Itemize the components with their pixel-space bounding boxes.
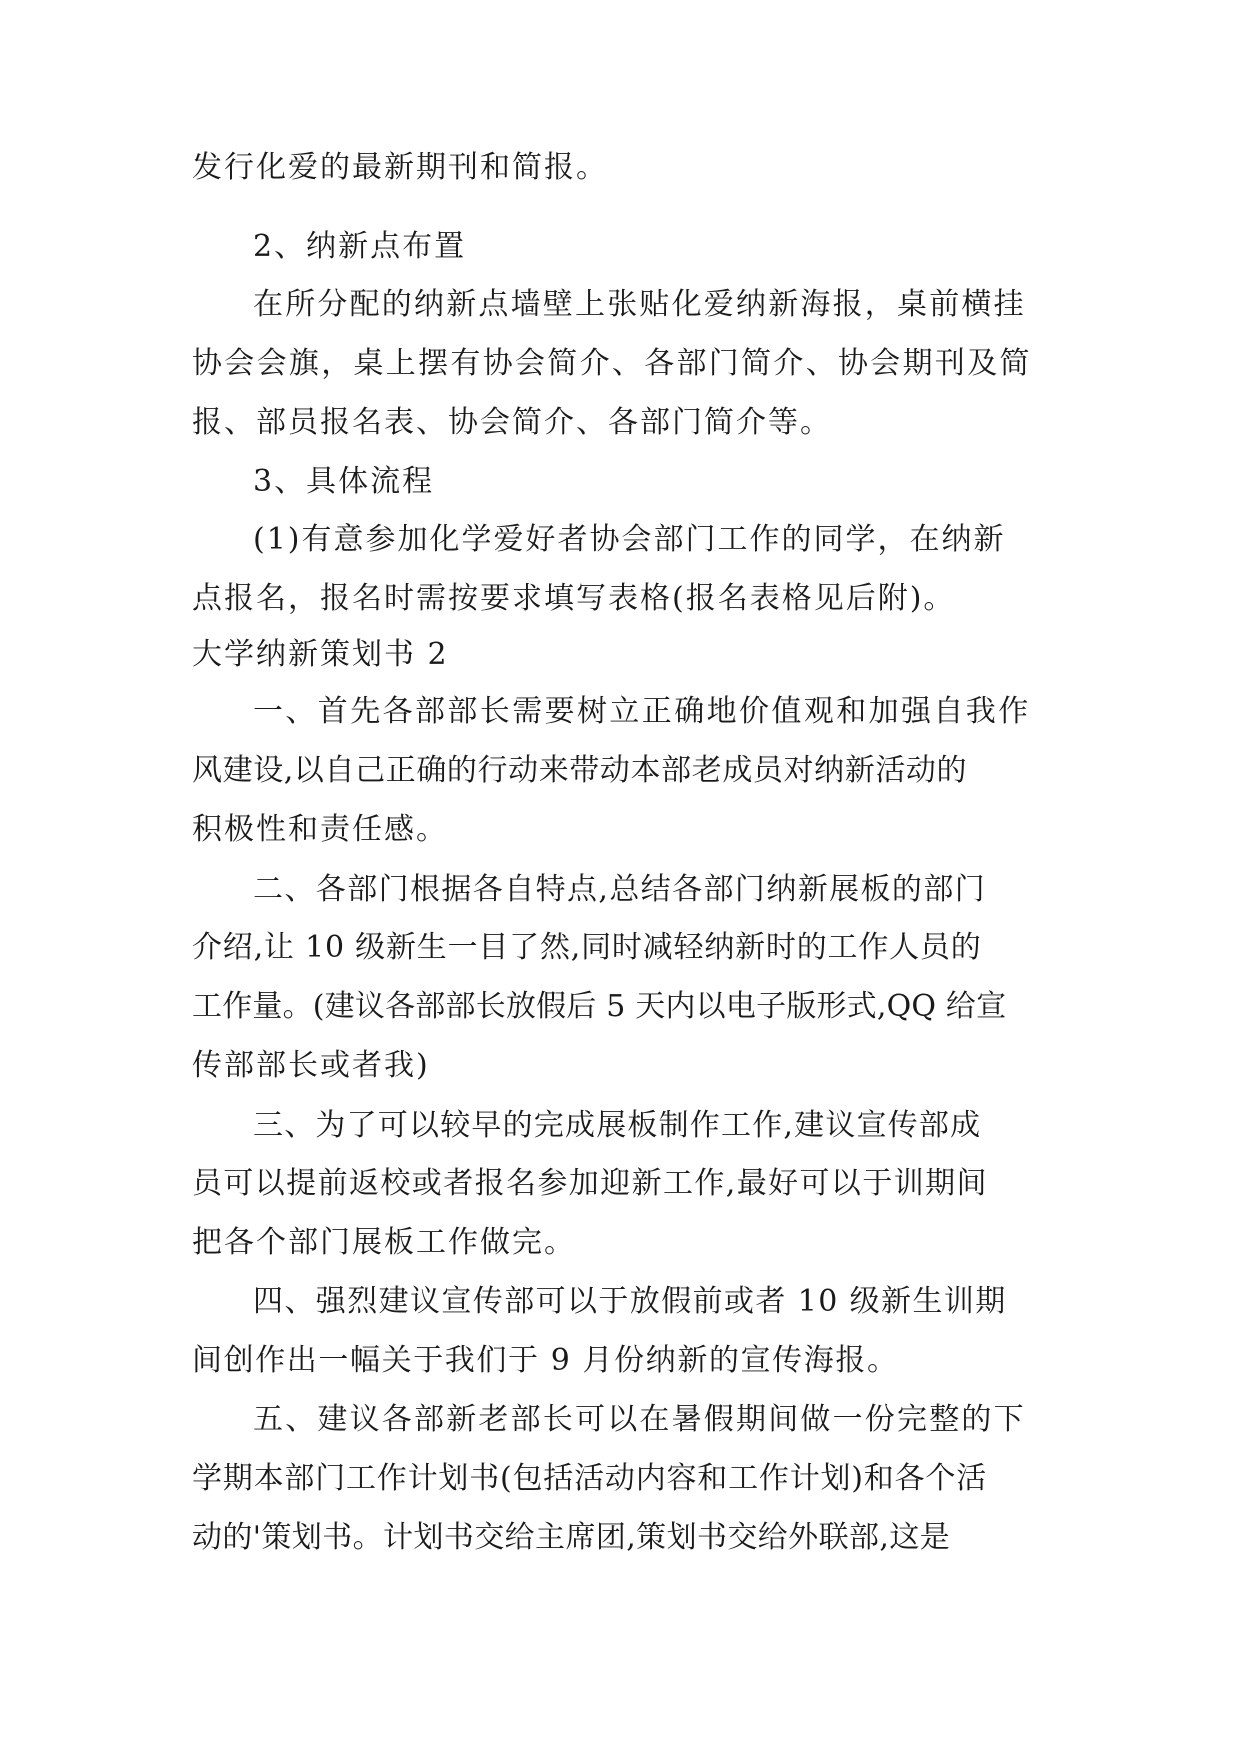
document-title: 大学纳新策划书 2 <box>192 637 449 672</box>
text-line: 传部部长或者我) <box>192 1048 430 1083</box>
text-line: 发行化爱的最新期刊和简报。 <box>192 150 608 185</box>
text-line: 二、各部门根据各自特点,总结各部门纳新展板的部门 <box>253 872 987 907</box>
text-line: 四、强烈建议宣传部可以于放假前或者 10 级新生训期 <box>253 1284 1007 1319</box>
text-line: 员可以提前返校或者报名参加迎新工作,最好可以于训期间 <box>192 1166 988 1201</box>
text-line: 一、首先各部部长需要树立正确地价值观和加强自我作 <box>253 694 1031 729</box>
text-line: 动的'策划书。计划书交给主席团,策划书交给外联部,这是 <box>192 1520 951 1555</box>
text-line: 五、建议各部新老部长可以在暑假期间做一份完整的下 <box>253 1402 1026 1437</box>
text-line: 协会会旗，桌上摆有协会简介、各部门简介、协会期刊及简 <box>192 346 1032 381</box>
text-line: 三、为了可以较早的完成展板制作工作,建议宣传部成 <box>253 1108 982 1143</box>
text-line: 积极性和责任感。 <box>192 812 448 847</box>
text-line: 工作量。(建议各部部长放假后 5 天内以电子版形式,QQ 给宣 <box>192 989 1007 1024</box>
section-heading: 3、具体流程 <box>253 464 435 499</box>
section-heading: 2、纳新点布置 <box>253 229 467 264</box>
text-line: 把各个部门展板工作做完。 <box>192 1225 576 1260</box>
text-line: 风建设,以自己正确的行动来带动本部老成员对纳新活动的 <box>192 753 968 788</box>
text-line: 间创作出一幅关于我们于 9 月份纳新的宣传海报。 <box>192 1343 899 1378</box>
text-line: 学期本部门工作计划书(包括活动内容和工作计划)和各个活 <box>192 1461 988 1496</box>
text-line: 介绍,让 10 级新生一目了然,同时减轻纳新时的工作人员的 <box>192 930 982 965</box>
text-line: (1)有意参加化学爱好者协会部门工作的同学，在纳新 <box>253 522 1006 557</box>
text-line: 在所分配的纳新点墙壁上张贴化爱纳新海报，桌前横挂 <box>253 287 1026 322</box>
text-line: 报、部员报名表、协会简介、各部门简介等。 <box>192 405 832 440</box>
text-line: 点报名，报名时需按要求填写表格(报名表格见后附)。 <box>192 581 956 616</box>
